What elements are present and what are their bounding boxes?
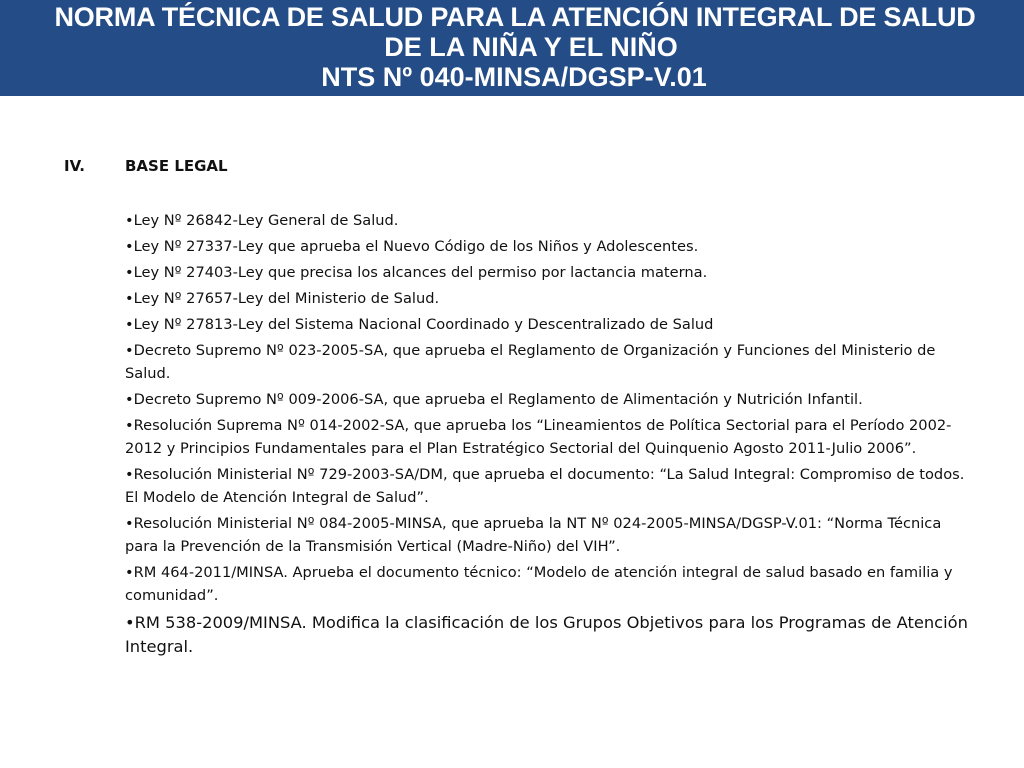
list-item: •Ley Nº 26842-Ley General de Salud. (125, 212, 399, 229)
section-number: IV. (64, 157, 85, 175)
header-title-line-1: NORMA TÉCNICA DE SALUD PARA LA ATENCIÓN INTEGRAL DE SALUD (54, 2, 976, 32)
list-item: •Ley Nº 27813-Ley del Sistema Nacional Coordinado y Descentralizado de Salud (125, 316, 714, 333)
list-item: •Ley Nº 27337-Ley que aprueba el Nuevo Código de los Niños y Adolescentes. (125, 238, 699, 255)
list-item: •Ley Nº 27403-Ley que precisa los alcances del permiso por lactancia materna. (125, 264, 708, 281)
section-title: BASE LEGAL (125, 157, 228, 175)
list-item: •Decreto Supremo Nº 023-2005-SA, que aprueba el Reglamento de Organización y Funciones del Ministerio de Salud. (125, 342, 936, 382)
header-title-line-3: NTS Nº 040-MINSA/DGSP-V.01 (321, 62, 707, 92)
legal-basis-list (125, 209, 975, 662)
header-title-line-2: DE LA NIÑA Y EL NIÑO (384, 32, 678, 62)
list-item: •Resolución Ministerial Nº 084-2005-MINSA, que aprueba la NT Nº 024-2005-MINSA/DGSP-V.01: “Norma Técnica para la Prevención de la Transmisión Vertical (Madre-Niño) del VIH”. (125, 515, 942, 555)
list-item: •Resolución Suprema Nº 014-2002-SA, que aprueba los “Lineamientos de Política Sectorial para el Período 2002-2012 y Principios Fundamentales para el Plan Estratégico Sectorial del Quinquenio Agosto 2011-Julio 2006”. (125, 417, 952, 457)
list-item: •RM 464-2011/MINSA. Aprueba el documento técnico: “Modelo de atención integral de salud basado en familia y comunidad”. (125, 564, 953, 604)
list-item: •Ley Nº 27657-Ley del Ministerio de Salud. (125, 290, 440, 307)
list-item: •Decreto Supremo Nº 009-2006-SA, que aprueba el Reglamento de Alimentación y Nutrición Infantil. (125, 391, 863, 408)
slide-header (0, 0, 1024, 96)
list-item: •Resolución Ministerial Nº 729-2003-SA/DM, que aprueba el documento: “La Salud Integral: Compromiso de todos. El Modelo de Atención Integral de Salud”. (125, 466, 965, 506)
list-item: •RM 538-2009/MINSA. Modifica la clasificación de los Grupos Objetivos para los Programas de Atención Integral. (125, 613, 968, 656)
